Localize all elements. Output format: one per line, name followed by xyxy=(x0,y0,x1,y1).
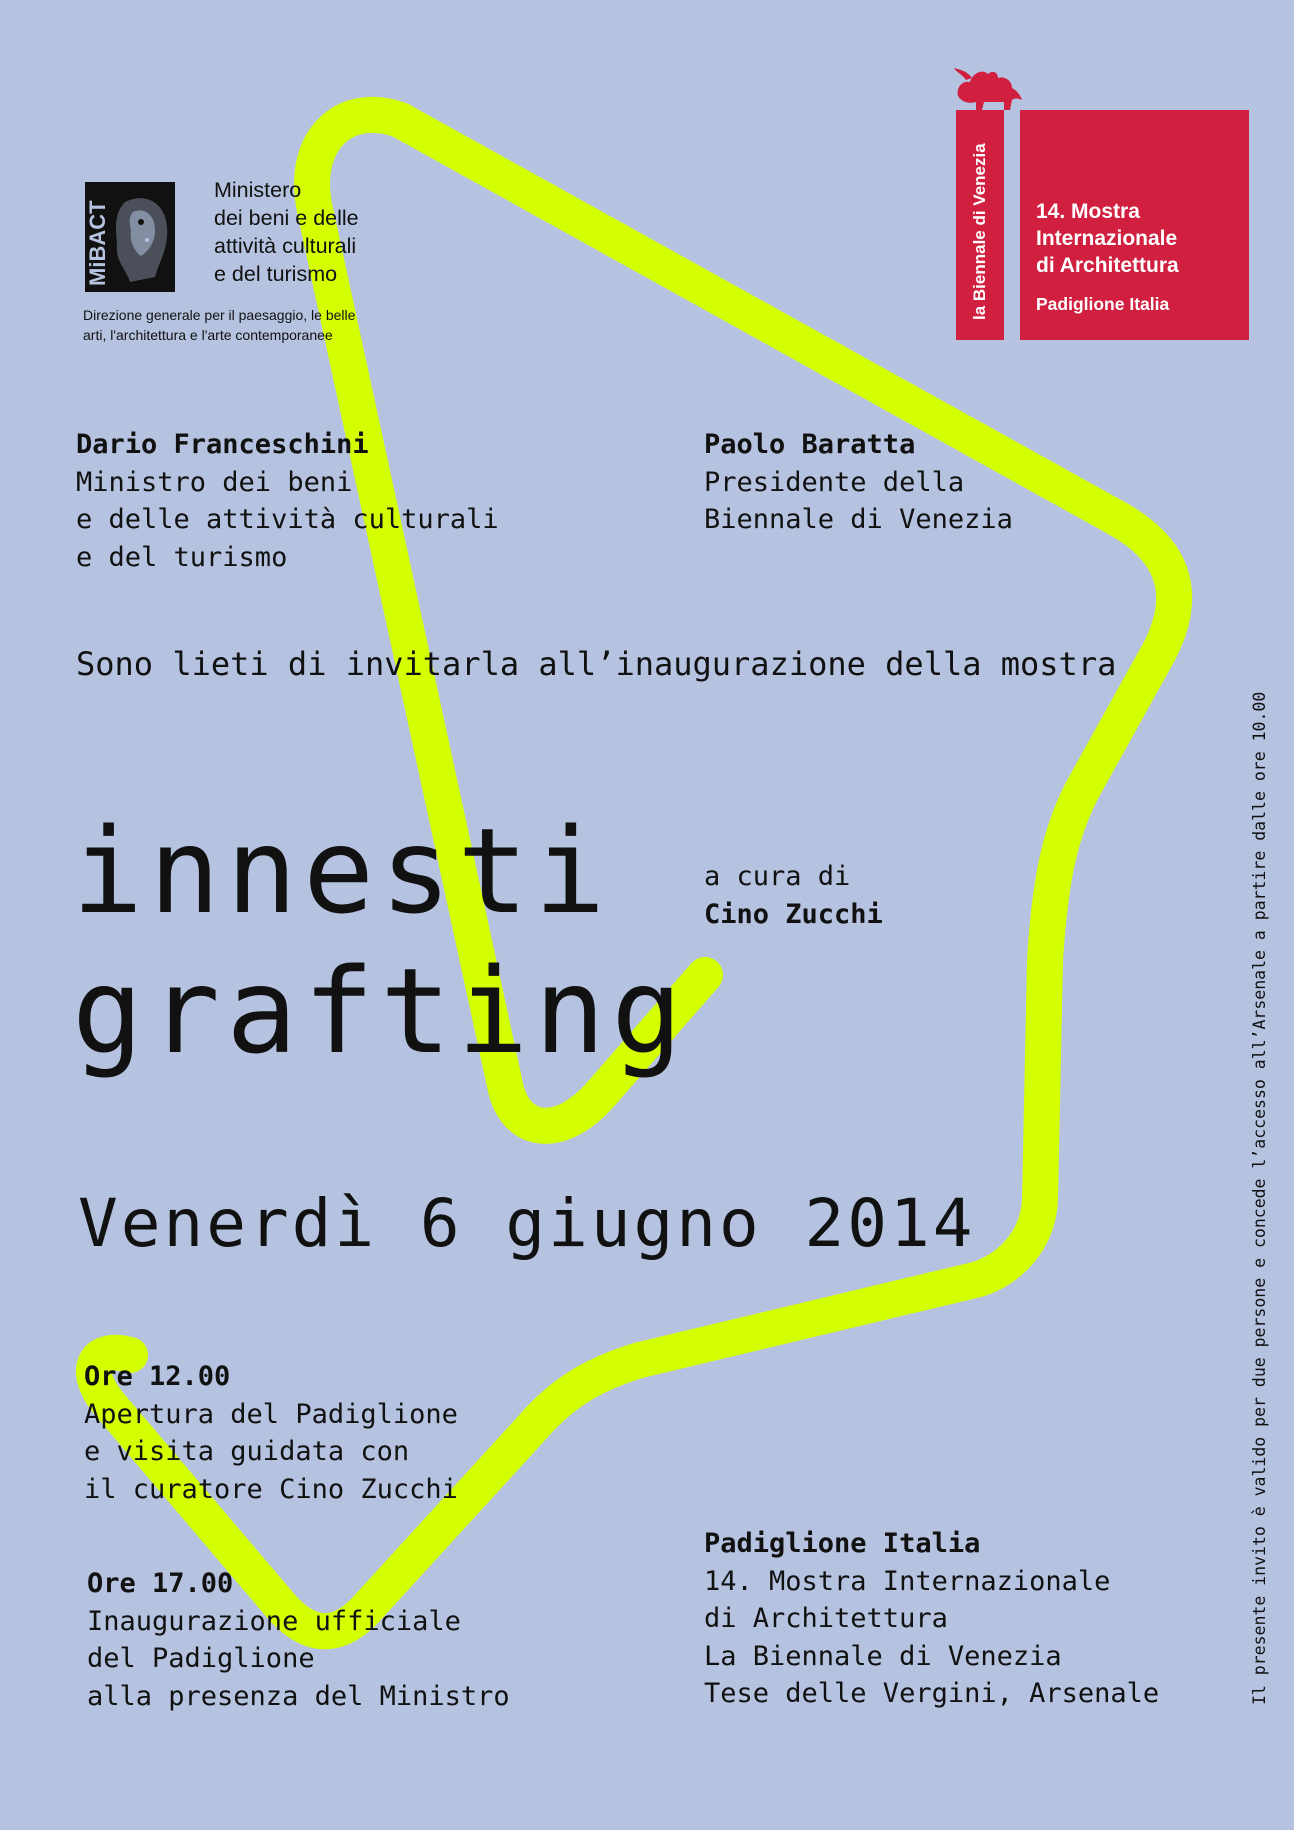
host-role-line: Biennale di Venezia xyxy=(704,504,1013,535)
biennale-subtitle: Padiglione Italia xyxy=(1036,294,1170,314)
ministry-dept-line: arti, l'architettura e l'arte contemporanee xyxy=(83,327,333,343)
winged-lion-icon xyxy=(952,66,1024,110)
invitation-line: Sono lieti di invitarla all’inaugurazione della mostra xyxy=(76,645,1117,683)
host-name: Dario Franceschini xyxy=(76,429,369,460)
ministry-name-line: attività culturali xyxy=(214,234,357,258)
host-franceschini xyxy=(76,426,499,576)
event-date: Venerdì 6 giugno 2014 xyxy=(78,1185,976,1262)
curator-label: a cura di xyxy=(704,861,851,892)
venue-name: Padiglione Italia xyxy=(704,1528,981,1559)
ministry-name-line: Ministero xyxy=(214,178,302,202)
exhibition-title-italian: innesti xyxy=(72,802,612,940)
ministry-name-line: dei beni e delle xyxy=(214,206,359,230)
host-name: Paolo Baratta xyxy=(704,429,916,460)
host-role-line: Presidente della xyxy=(704,466,965,498)
schedule-line: del Padiglione xyxy=(87,1643,315,1674)
host-role-line: e del turismo xyxy=(76,541,288,573)
venue-info xyxy=(704,1525,1159,1713)
schedule-line: alla presenza del Ministro xyxy=(87,1680,510,1712)
schedule-line: Inaugurazione ufficiale xyxy=(87,1605,461,1637)
curator-name: Cino Zucchi xyxy=(704,898,883,930)
ministry-name-line: e del turismo xyxy=(214,262,338,286)
host-role-line: e delle attività culturali xyxy=(76,504,499,535)
venue-line: La Biennale di Venezia xyxy=(704,1640,1062,1672)
schedule-slot xyxy=(84,1358,458,1508)
exhibition-title-english: grafting xyxy=(72,942,689,1080)
schedule-line: il curatore Cino Zucchi xyxy=(84,1473,458,1505)
schedule-time: Ore 12.00 xyxy=(84,1361,231,1392)
venue-line: 14. Mostra Internazionale xyxy=(704,1565,1111,1597)
ministry-name xyxy=(214,176,359,288)
host-baratta xyxy=(704,426,1013,539)
ministry-department xyxy=(83,305,355,345)
ministry-emblem-icon xyxy=(85,182,175,292)
venue-line: di Architettura xyxy=(704,1603,948,1634)
host-role-line: Ministro dei beni xyxy=(76,466,353,498)
schedule-slot xyxy=(87,1565,510,1715)
schedule-line: Apertura del Padiglione xyxy=(84,1398,458,1430)
biennale-title-line: Internazionale xyxy=(1036,227,1178,250)
venue-line: Tese delle Vergini, Arsenale xyxy=(704,1678,1160,1709)
svg-text:MiBACT: MiBACT xyxy=(85,200,110,286)
schedule-time: Ore 17.00 xyxy=(87,1568,234,1599)
schedule-line: e visita guidata con xyxy=(84,1436,410,1467)
biennale-title xyxy=(1036,198,1179,279)
biennale-strip-text: la Biennale di Venezia xyxy=(970,143,989,320)
ministry-dept-line: Direzione generale per il paesaggio, le belle xyxy=(83,307,356,323)
biennale-title-line: di Architettura xyxy=(1036,254,1179,277)
curator-credit xyxy=(704,858,883,933)
validity-note: Il presente invito è valido per due persone e concede l’accesso all’Arsenale a partire dalle ore 10.00 xyxy=(1250,691,1269,1705)
biennale-title-line: 14. Mostra xyxy=(1036,200,1140,223)
